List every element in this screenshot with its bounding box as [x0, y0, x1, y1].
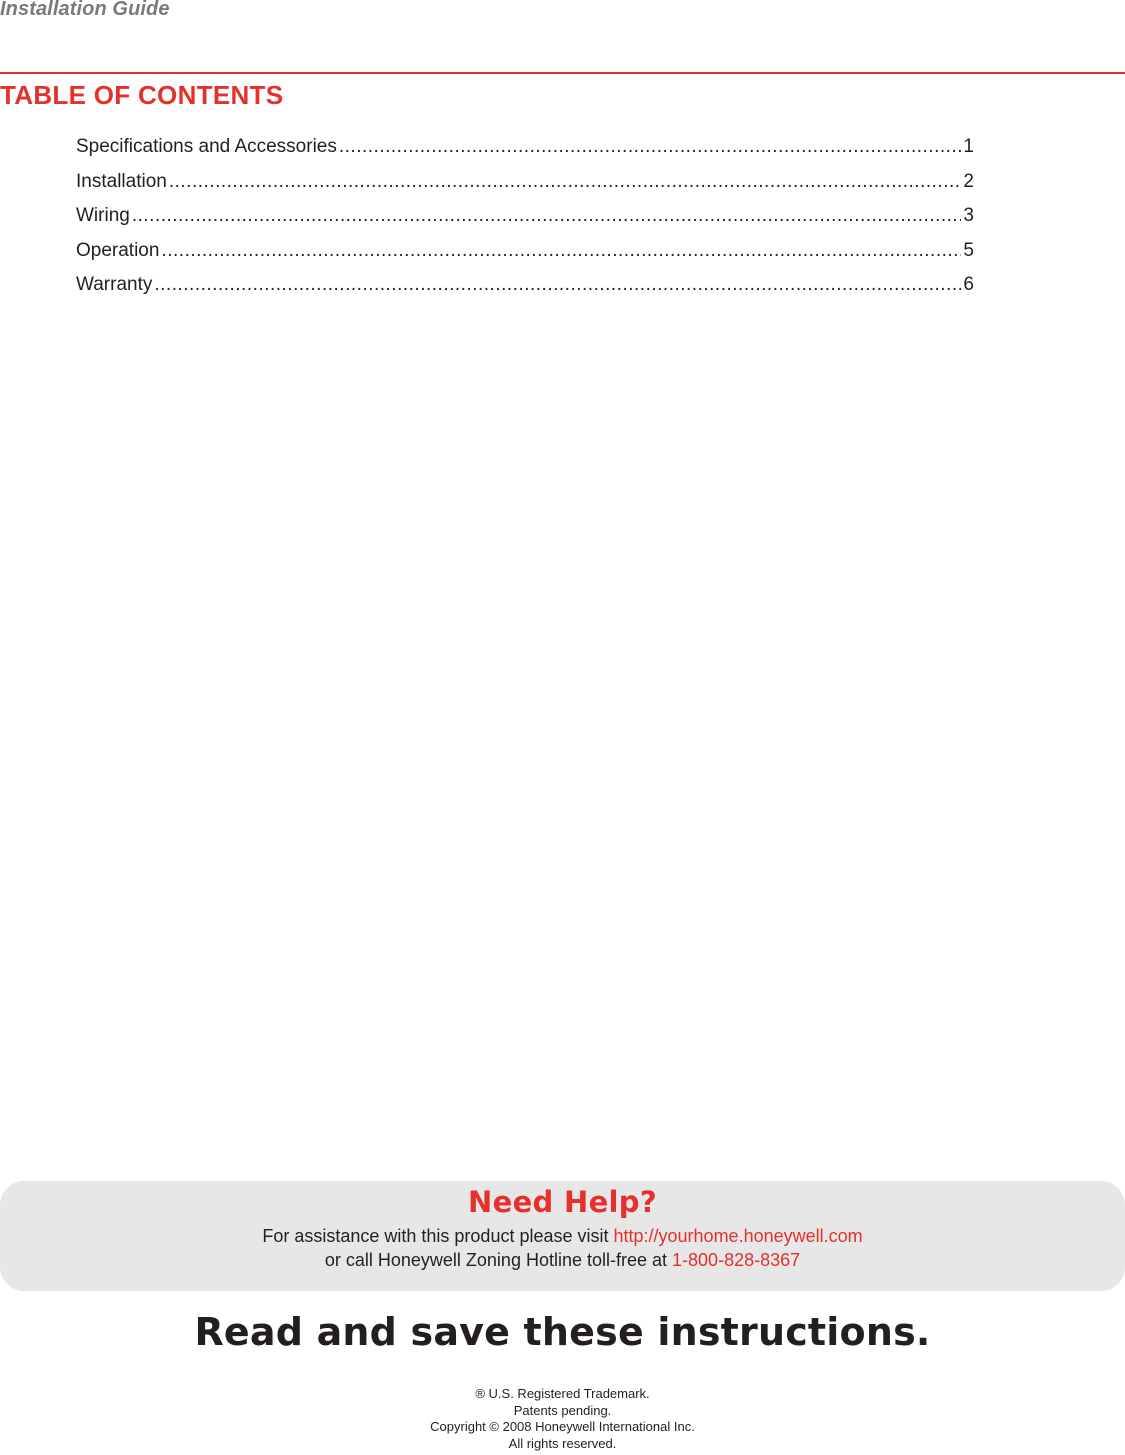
- toc-entry-label: Operation: [76, 239, 160, 261]
- toc-entry-page: 3: [963, 205, 974, 226]
- toc-entry-operation[interactable]: [76, 240, 974, 275]
- trademark-notice: ® U.S. Registered Trademark.: [475, 1386, 650, 1401]
- help-phone-number[interactable]: 1-800-828-8367: [672, 1250, 801, 1270]
- need-help-title: Need Help?: [468, 1185, 657, 1219]
- toc-leader-dots: [339, 136, 962, 158]
- legal-footer: [0, 1386, 1125, 1452]
- help-visit-text: For assistance with this product please visit: [262, 1226, 614, 1246]
- toc-heading: TABLE OF CONTENTS: [0, 80, 284, 110]
- toc-entry-page: 2: [963, 170, 974, 192]
- toc-entry-installation[interactable]: [76, 171, 974, 206]
- help-visit-line: [0, 1226, 1125, 1247]
- need-help-panel: [0, 1181, 1125, 1291]
- toc-entry-page: 5: [963, 239, 974, 261]
- header-divider: [0, 72, 1125, 74]
- toc-entry-label: Specifications and Accessories: [76, 136, 337, 157]
- toc-entry-specifications[interactable]: [76, 136, 974, 171]
- toc-leader-dots: [161, 240, 961, 262]
- help-call-line: [0, 1250, 1125, 1271]
- read-save-tagline: Read and save these instructions.: [194, 1310, 931, 1354]
- rights-notice: All rights reserved.: [508, 1435, 617, 1451]
- toc-list: [76, 136, 974, 309]
- copyright-notice: Copyright © 2008 Honeywell International Inc.: [430, 1419, 695, 1434]
- document-header-title: Installation Guide: [0, 0, 170, 20]
- toc-entry-label: Warranty: [76, 274, 153, 295]
- toc-leader-dots: [154, 274, 961, 296]
- toc-leader-dots: [132, 205, 962, 227]
- toc-entry-page: 1: [963, 136, 974, 157]
- toc-entry-page: 6: [963, 274, 974, 295]
- help-website-link[interactable]: http://yourhome.honeywell.com: [613, 1226, 863, 1246]
- toc-leader-dots: [169, 171, 962, 193]
- toc-entry-label: Wiring: [76, 205, 130, 226]
- toc-entry-warranty[interactable]: [76, 274, 974, 309]
- help-call-text: or call Honeywell Zoning Hotline toll-free at: [324, 1250, 673, 1270]
- toc-entry-label: Installation: [76, 170, 167, 192]
- patents-notice: Patents pending.: [513, 1402, 612, 1418]
- toc-entry-wiring[interactable]: [76, 205, 974, 240]
